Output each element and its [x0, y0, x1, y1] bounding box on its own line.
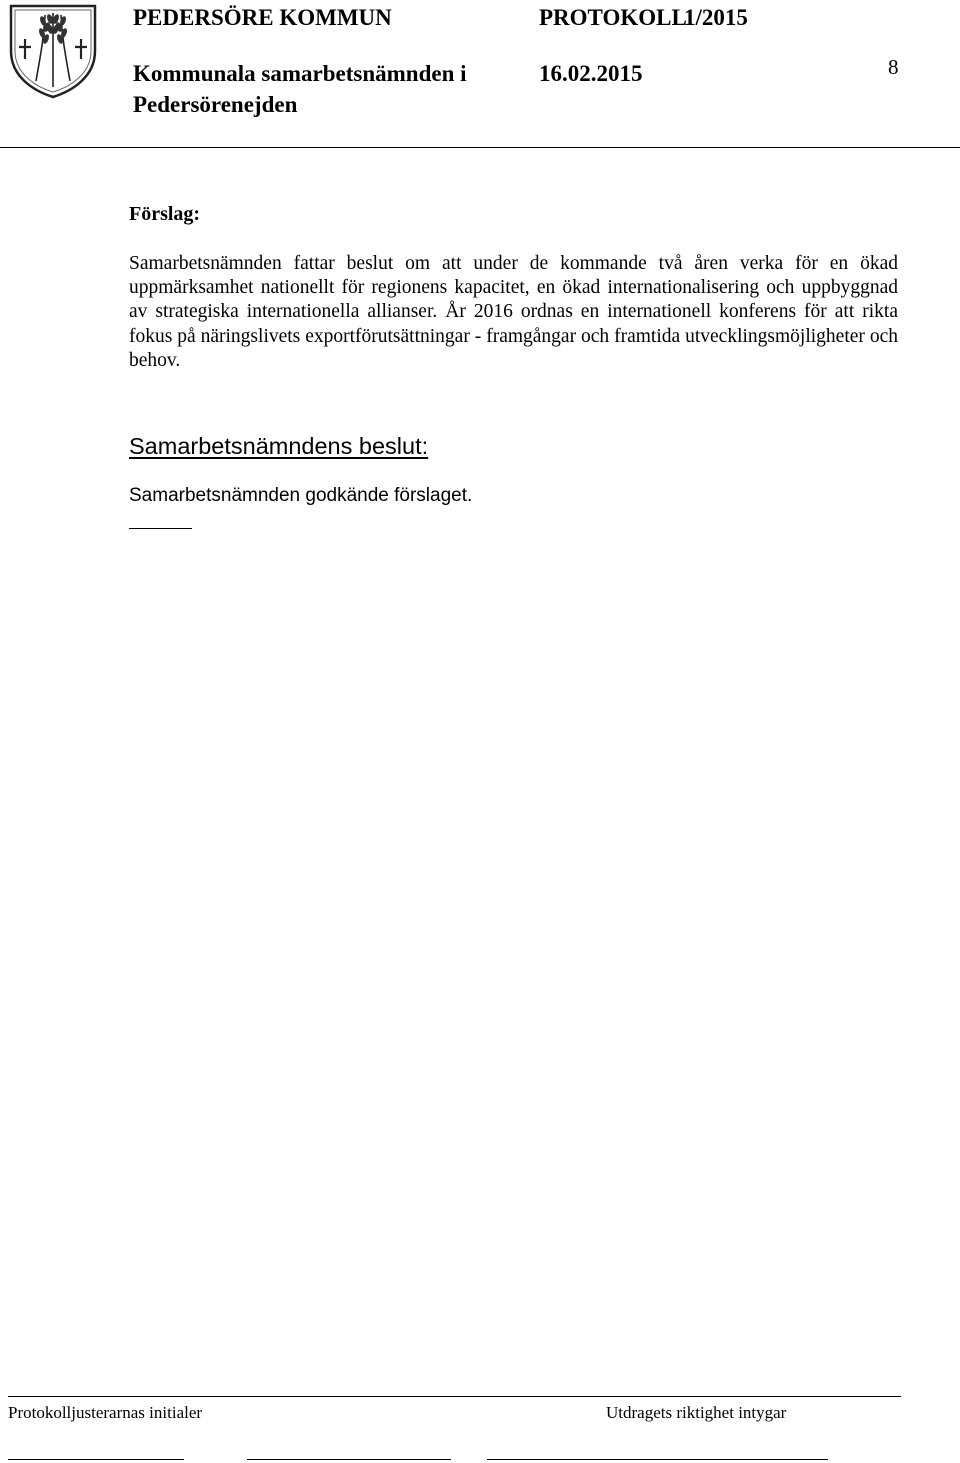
- decision-paragraph: Samarbetsnämnden godkände förslaget.: [129, 485, 473, 506]
- committee-name-line1: Kommunala samarbetsnämnden i: [133, 61, 467, 86]
- proposal-heading: Förslag:: [129, 203, 201, 225]
- committee-name-line2: Pedersörenejden: [133, 92, 298, 117]
- footer-divider: [8, 1396, 901, 1397]
- footer-certified-label: Utdragets riktighet intygar: [606, 1403, 787, 1422]
- certification-signature-line: [487, 1459, 828, 1460]
- initials-signature-line: [8, 1459, 184, 1460]
- proposal-paragraph: Samarbetsnämnden fattar beslut om att under de kommande två åren verka för en ökad uppmärksamhet nationellt för regionens kapacitet, en ökad internationalisering och uppbyggnad av strategiska internationella allianser. År 2016 ordnas en internationell konferens för att rikta fokus på näringslivets exportförutsättningar - framgångar och framtida utvecklingsmöjligheter och behov.: [129, 253, 898, 371]
- initials-signature-line: [247, 1459, 451, 1460]
- document-type: PROTOKOLL: [539, 5, 687, 30]
- page-number: 8: [888, 55, 899, 79]
- municipality-name: PEDERSÖRE KOMMUN: [133, 5, 392, 30]
- document-number: 1/2015: [684, 5, 748, 30]
- meeting-date: 16.02.2015: [539, 61, 643, 86]
- footer-initials-label: Protokolljusterarnas initialer: [8, 1403, 203, 1422]
- section-end-divider: [129, 528, 192, 529]
- decision-heading: Samarbetsnämndens beslut:: [129, 433, 429, 459]
- coat-of-arms-logo: [8, 3, 98, 99]
- header-divider: [0, 147, 960, 148]
